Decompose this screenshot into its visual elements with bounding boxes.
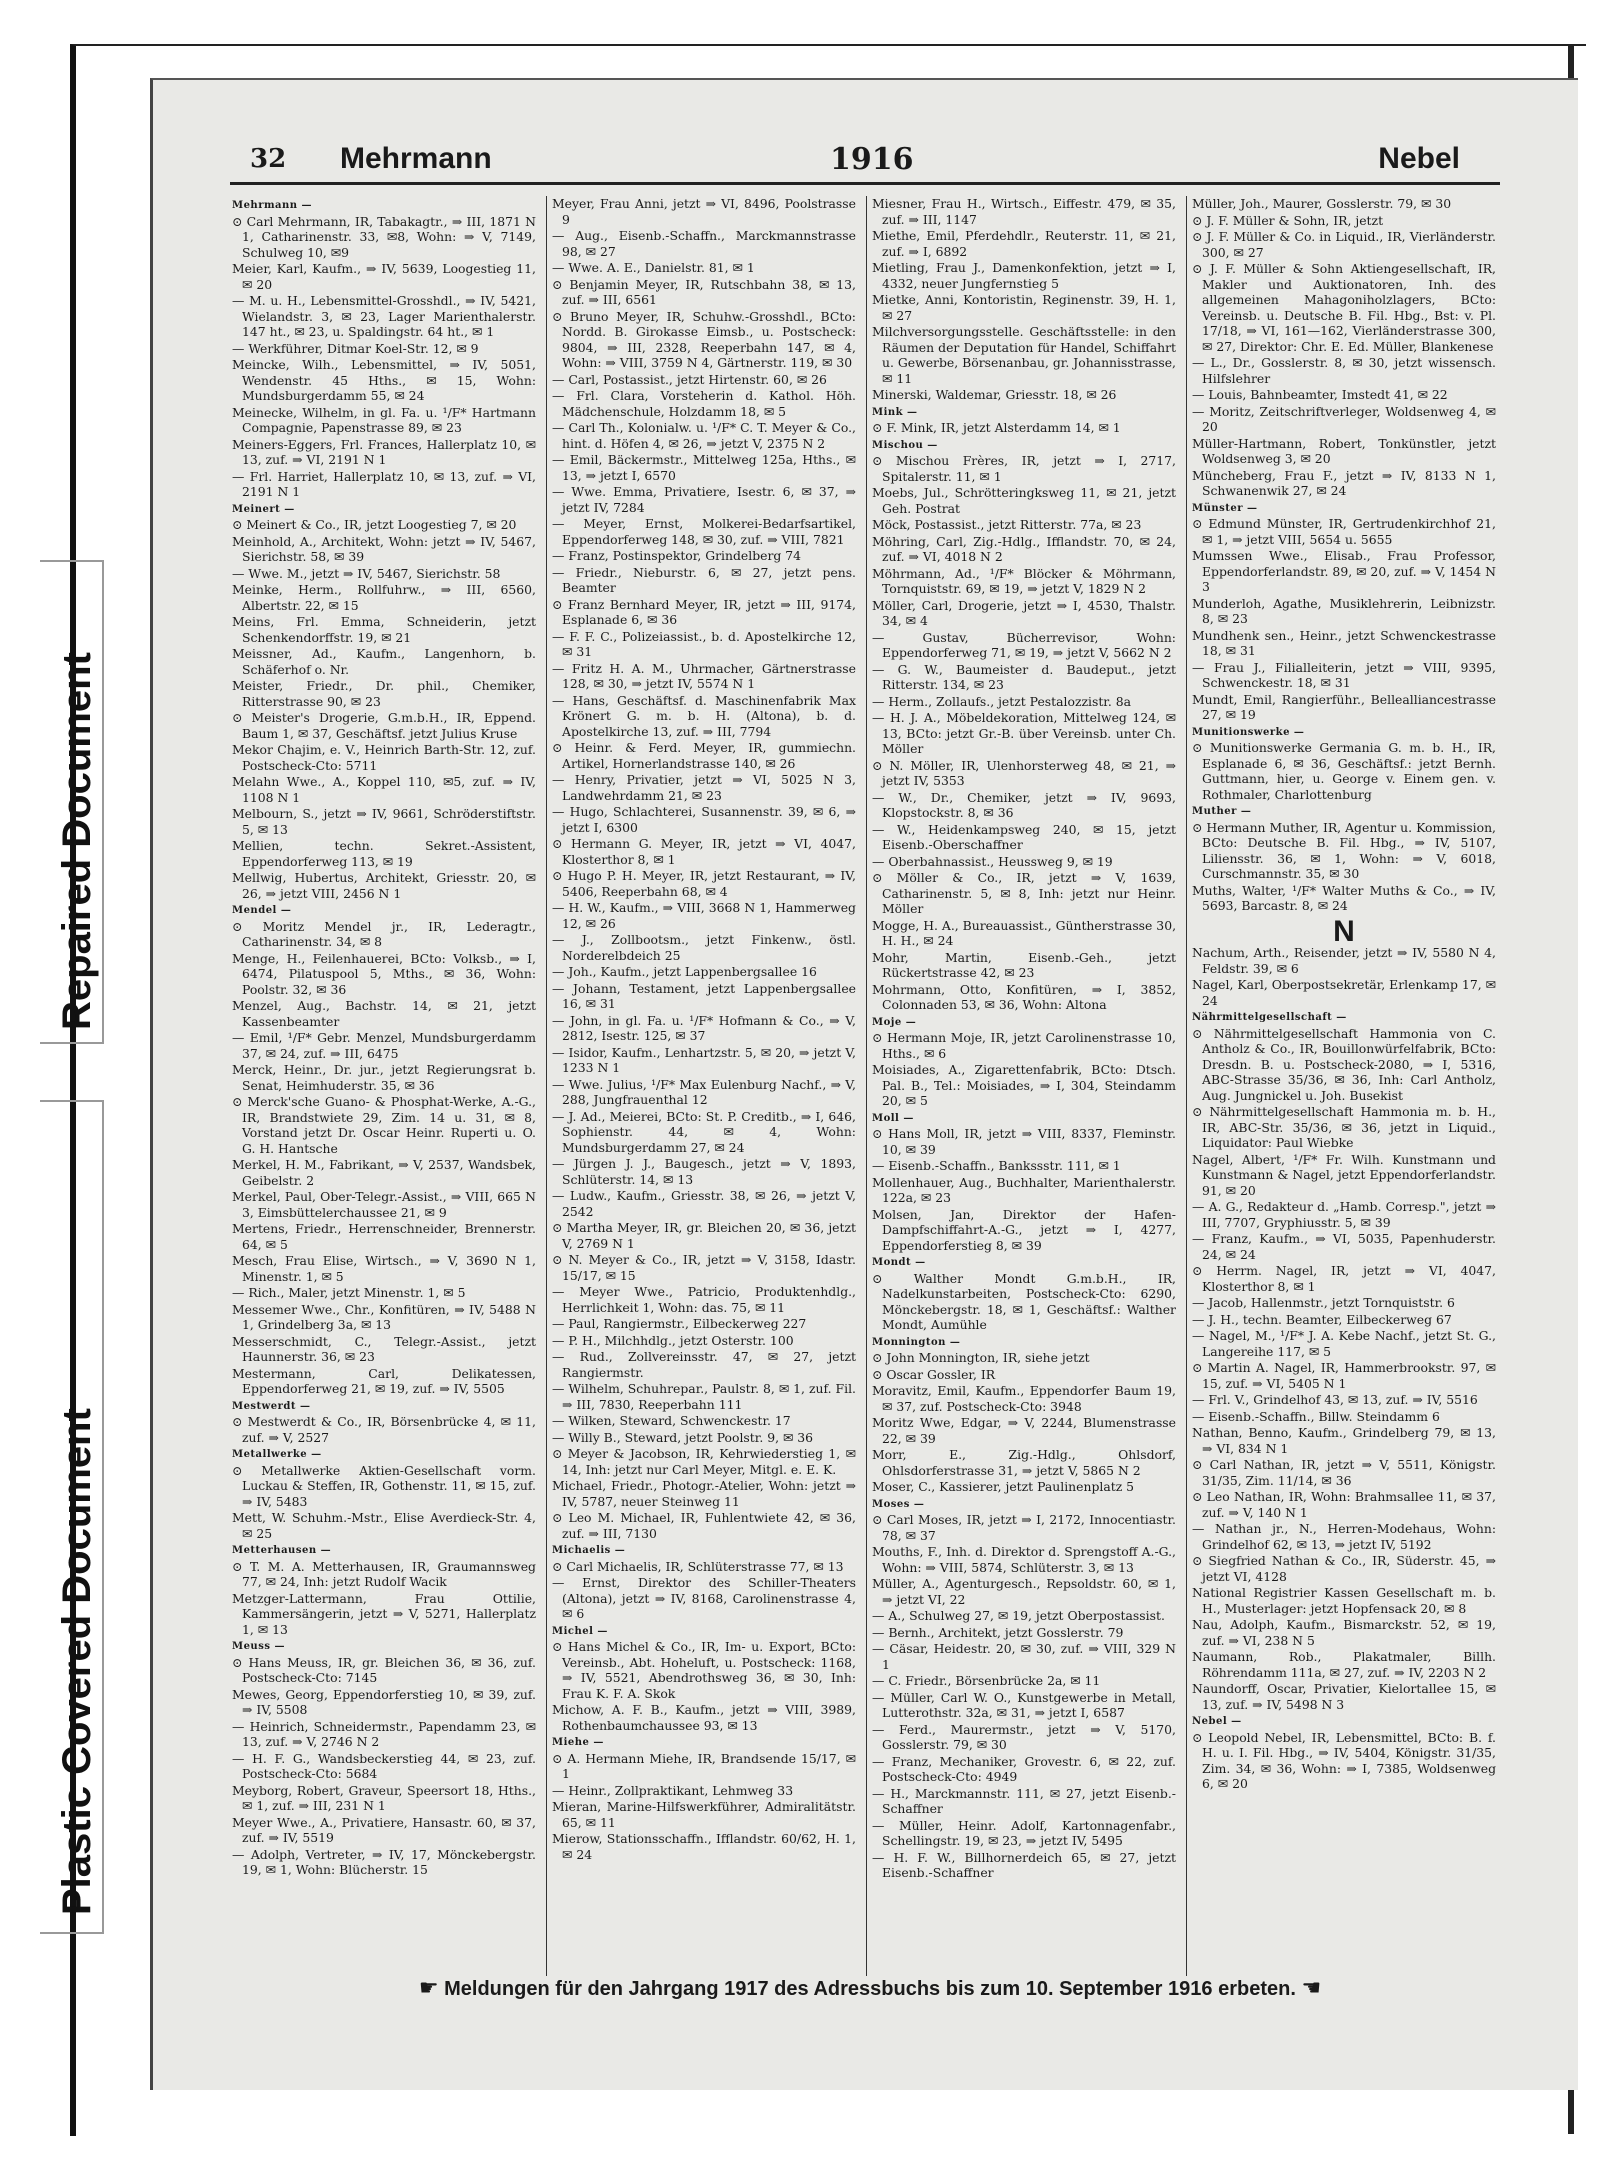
directory-entry: — Heinr., Zollpraktikant, Lehmweg 33	[552, 1782, 794, 1798]
directory-entry: Metzger-Lattermann, Frau Ottilie, Kammersängerin, jetzt ⇒ V, 5271, Hallerplatz 1, ✉ 13	[232, 1590, 536, 1637]
plastic-covered-label: Plastic Covered Document	[55, 1408, 99, 1915]
directory-entry: Messerschmidt, C., Telegr.-Assist., jetzt Haunnerstr. 36, ✉ 23	[232, 1333, 536, 1364]
directory-entry: — Rud., Zollvereinsstr. 47, ✉ 27, jetzt Rangiermstr.	[552, 1349, 856, 1380]
directory-entry: — Frl. Clara, Vorsteherin d. Kathol. Höh. Mädchenschule, Holzdamm 18, ✉ 5	[552, 388, 856, 419]
directory-entry: Merkel, H. M., Fabrikant, ⇒ V, 2537, Wandsbek, Geibelstr. 2	[232, 1157, 536, 1188]
surname-group-heading: Metterhausen —	[232, 1545, 332, 1556]
column-3	[872, 196, 1176, 1966]
surname-group-heading: Nebel —	[1192, 1716, 1242, 1727]
directory-entry: Mewes, Georg, Eppendorferstieg 10, ✉ 39, zuf. ⇒ IV, 5508	[232, 1686, 536, 1717]
directory-entry: — Willy B., Steward, jetzt Poolstr. 9, ✉ 36	[552, 1429, 814, 1445]
surname-group-heading: Moll —	[872, 1112, 914, 1124]
surname-group-heading: Mischou —	[872, 439, 938, 451]
directory-entry: Mekor Chajim, e. V., Heinrich Barth-Str. 12, zuf. Postscheck-Cto: 5711	[232, 742, 536, 773]
column-rule	[866, 196, 867, 1976]
directory-entry: Mohr, Martin, Eisenb.-Geh., jetzt Rückertstrasse 42, ✉ 23	[872, 949, 1176, 980]
directory-entry: — Wwe. A. E., Danielstr. 81, ✉ 1	[552, 260, 755, 275]
directory-entry: — Louis, Bahnbeamter, Imstedt 41, ✉ 22	[1192, 387, 1448, 402]
firm-entry: ⊙ F. Mink, IR, jetzt Alsterdamm 14, ✉ 1	[872, 420, 1121, 435]
directory-entry: — Isidor, Kaufm., Lenhartzstr. 5, ✉ 20, ⇒ jetzt V, 1233 N 1	[552, 1044, 856, 1075]
firm-entry: ⊙ Carl Mehrmann, IR, Tabakagtr., ⇒ III, 1871 N 1, Catharinenstr. 33, ✉8, Wohn: ⇒ V, 7149, Schulweg 10, ✉9	[232, 213, 536, 260]
letter-section-heading: N	[1333, 914, 1355, 948]
directory-entry: Milchversorgungsstelle. Geschäftsstelle: in den Räumen der Deputation für Handel, Schiffahrt u. Gewerbe, Börsenanbau, gr. Johannisstrasse, ✉ 11	[872, 324, 1176, 386]
surname-group-heading: Monnington —	[872, 1336, 961, 1348]
directory-entry: — Müller, Carl W. O., Kunstgewerbe in Metall, Lutterothstr. 32a, ✉ 31, ⇒ jetzt I, 6587	[872, 1689, 1176, 1720]
directory-entry: — A., Schulweg 27, ✉ 19, jetzt Oberpostassist.	[872, 1608, 1165, 1623]
firm-entry: ⊙ Hermann G. Meyer, IR, jetzt ⇒ VI, 4047, Klosterthor 8, ✉ 1	[552, 836, 856, 867]
directory-entry: — H. W., Kaufm., ⇒ VIII, 3668 N 1, Hammerweg 12, ✉ 26	[552, 900, 856, 931]
firm-entry: ⊙ Oscar Gossler, IR	[872, 1366, 996, 1382]
directory-entry: — M. u. H., Lebensmittel-Grosshdl., ⇒ IV, 5421, Wielandstr. 3, ✉ 23, Lager Marienthalerstr. 147 ht., ✉ 23, u. Spaldingstr. 64 ht., ✉ 1	[232, 293, 536, 339]
directory-entry: — Meyer, Ernst, Molkerei-Bedarfsartikel, Eppendorferweg 148, ✉ 30, zuf. ⇒ VIII, 7821	[552, 516, 856, 547]
footer-notice	[240, 1975, 1500, 2001]
directory-entry: Meier, Karl, Kaufm., ⇒ IV, 5639, Loogestieg 11, ✉ 20	[232, 261, 536, 292]
surname-group-heading: Moses —	[872, 1498, 925, 1510]
directory-entry: Nachum, Arth., Reisender, jetzt ⇒ IV, 5580 N 4, Feldstr. 39, ✉ 6	[1192, 945, 1496, 976]
surname-group-heading: Miehe —	[552, 1737, 604, 1748]
directory-entry: — L., Dr., Gosslerstr. 8, ✉ 30, jetzt wissensch. Hilfslehrer	[1192, 355, 1496, 386]
directory-entry: — Wilhelm, Schuhrepar., Paulstr. 8, ✉ 1, zuf. Fil. ⇒ III, 7830, Reeperbahn 111	[552, 1381, 856, 1412]
directory-entry: — Ludw., Kaufm., Griesstr. 38, ✉ 26, ⇒ jetzt V, 2542	[552, 1188, 856, 1219]
directory-entry: Mohrmann, Otto, Konfitüren, ⇒ I, 3852, Colonnaden 53, ✉ 36, Wohn: Altona	[872, 981, 1176, 1012]
directory-entry: — Werkführer, Ditmar Koel-Str. 12, ✉ 9	[232, 340, 479, 356]
firm-entry: ⊙ Walther Mondt G.m.b.H., IR, Nadelkunstarbeiten, Postscheck-Cto: 6290, Mönckebergstr. 18, ✉ 1, Geschäftsf.: Walther Mondt, Aumühle	[872, 1270, 1176, 1332]
directory-entry: Nathan, Benno, Kaufm., Grindelberg 79, ✉ 13, ⇒ VI, 834 N 1	[1192, 1425, 1496, 1456]
directory-entry: — Wwe. Julius, ¹/F* Max Eulenburg Nachf., ⇒ V, 288, Jungfrauenthal 12	[552, 1076, 856, 1107]
surname-group-heading: Münster —	[1192, 502, 1258, 514]
directory-entry: — Herm., Zollaufs., jetzt Pestalozzistr. 8a	[872, 693, 1132, 709]
directory-entry: Molsen, Jan, Direktor der Hafen-Dampfschiffahrt-A.-G., jetzt ⇒ I, 4277, Eppendorferstieg 8, ✉ 39	[872, 1206, 1176, 1253]
directory-entry: — Frl. Harriet, Hallerplatz 10, ✉ 13, zuf. ⇒ VI, 2191 N 1	[232, 468, 536, 499]
directory-entry: Mundt, Emil, Rangierführ., Bellealliancestrasse 27, ✉ 19	[1192, 691, 1496, 722]
directory-entry: — H. F. W., Billhornerdeich 65, ✉ 27, jetzt Eisenb.-Schaffner	[872, 1849, 1176, 1880]
firm-entry: ⊙ Munitionswerke Germania G. m. b. H., IR, Esplanade 6, ✉ 36, Geschäftsf.: jetzt Bernh. Guttmann, hier, u. George v. Einem gen. v. Rothmaler, Charlottenburg	[1192, 740, 1496, 802]
firm-entry: ⊙ Edmund Münster, IR, Gertrudenkirchhof 21, ✉ 1, ⇒ jetzt VIII, 5654 u. 5655	[1192, 516, 1496, 547]
firm-entry: ⊙ Leo M. Michael, IR, Fuhlentwiete 42, ✉ 36, zuf. ⇒ III, 7130	[552, 1510, 856, 1541]
surname-group-heading: Meuss —	[232, 1641, 285, 1652]
directory-entry: — Nagel, M., ¹/F* J. A. Kebe Nachf., jetzt St. G., Langereihe 117, ✉ 5	[1192, 1328, 1496, 1359]
directory-entry: Mieran, Marine-Hilfswerkführer, Admiralitätstr. 65, ✉ 11	[552, 1799, 856, 1830]
directory-entry: Meyborg, Robert, Graveur, Speersort 18, Hths., ✉ 1, zuf. ⇒ III, 231 N 1	[232, 1782, 536, 1813]
directory-entry: — H. J. A., Möbeldekoration, Mittelweg 124, ✉ 13, BCto: jetzt Gr.-B. über Vereinsb. unter Ch. Möller	[872, 710, 1176, 756]
surname-group-heading: Michaelis —	[552, 1545, 626, 1556]
directory-entry: Meyer Wwe., A., Privatiere, Hansastr. 60, ✉ 37, zuf. ⇒ IV, 5519	[232, 1814, 536, 1845]
directory-entry: Naundorff, Oscar, Privatier, Kielortallee 15, ✉ 13, zuf. ⇒ IV, 5498 N 3	[1192, 1681, 1496, 1712]
firm-entry: ⊙ Hans Moll, IR, jetzt ⇒ VIII, 8337, Fleminstr. 10, ✉ 39	[872, 1126, 1176, 1157]
directory-entry: Moisiades, A., Zigarettenfabrik, BCto: Dtsch. Pal. B., Tel.: Moisiades, ⇒ I, 304, Steindamm 20, ✉ 5	[872, 1062, 1176, 1108]
firm-entry: ⊙ Herrm. Nagel, IR, jetzt ⇒ VI, 4047, Klosterthor 8, ✉ 1	[1192, 1263, 1496, 1294]
firm-entry: ⊙ Metallwerke Aktien-Gesellschaft vorm. Luckau & Steffen, IR, Gothenstr. 11, ✉ 15, zuf. ⇒ IV, 5483	[232, 1462, 536, 1509]
firm-entry: ⊙ Hermann Moje, IR, jetzt Carolinenstrasse 10, Hths., ✉ 6	[872, 1030, 1176, 1061]
directory-entry: Meyer, Frau Anni, jetzt ⇒ VI, 8496, Poolstrasse 9	[552, 196, 856, 227]
firm-entry: ⊙ J. F. Müller & Sohn, IR, jetzt	[1192, 212, 1384, 228]
firm-entry: ⊙ Carl Nathan, IR, jetzt ⇒ V, 5511, Königstr. 31/35, Zim. 11/14, ✉ 36	[1192, 1457, 1496, 1488]
directory-entry: — Johann, Testament, jetzt Lappenbergsallee 16, ✉ 31	[552, 980, 856, 1011]
directory-entry: — Frau J., Filialleiterin, jetzt ⇒ VIII, 9395, Schwenckestr. 18, ✉ 31	[1192, 659, 1496, 690]
directory-entry: — J. Ad., Meierei, BCto: St. P. Creditb., ⇒ I, 646, Sophienstr. 44, ✉ 4, Wohn: Mundsburgerdamm 27, ✉ 24	[552, 1108, 856, 1155]
firm-entry: ⊙ Heinr. & Ferd. Meyer, IR, gummiechn. Artikel, Hornerlandstrasse 140, ✉ 26	[552, 740, 856, 771]
directory-entry: Melahn Wwe., A., Koppel 110, ✉5, zuf. ⇒ IV, 1108 N 1	[232, 774, 536, 805]
firm-entry: ⊙ Franz Bernhard Meyer, IR, jetzt ⇒ III, 9174, Esplanade 6, ✉ 36	[552, 596, 856, 627]
directory-entry: — Jacob, Hallenmstr., jetzt Tornquiststr. 6	[1192, 1295, 1455, 1310]
directory-entry: Nagel, Albert, ¹/F* Fr. Wilh. Kunstmann und Kunstmann & Nagel, jetzt Eppendorferlandstr. 91, ✉ 20	[1192, 1151, 1496, 1198]
directory-entry: Möhring, Carl, Zig.-Hdlg., Ifflandstr. 70, ✉ 24, zuf. ⇒ VI, 4018 N 2	[872, 533, 1176, 564]
directory-entry: — F. F. C., Polizeiassist., b. d. Apostelkirche 12, ✉ 31	[552, 628, 856, 659]
page-header	[230, 140, 1500, 185]
firm-entry: ⊙ Leo Nathan, IR, Wohn: Brahmsallee 11, ✉ 37, zuf. ⇒ V, 140 N 1	[1192, 1489, 1496, 1520]
firm-entry: ⊙ Meister's Drogerie, G.m.b.H., IR, Eppend. Baum 1, ✉ 37, Geschäftsf. jetzt Julius Kruse	[232, 710, 536, 741]
directory-entry: Mestermann, Carl, Delikatessen, Eppendorferweg 21, ✉ 19, zuf. ⇒ IV, 5505	[232, 1365, 536, 1396]
firm-entry: ⊙ J. F. Müller & Co. in Liquid., IR, Vierländerstr. 300, ✉ 27	[1192, 229, 1496, 260]
firm-entry: ⊙ Hans Michel & Co., IR, Im- u. Export, BCto: Vereinsb., Abt. Hoheluft, u. Postscheck: 1168, ⇒ IV, 5521, Abendrothsweg 36, ✉ 30, Inh: Frau K. F. A. Skok	[552, 1639, 856, 1701]
firm-entry: ⊙ Meyer & Jacobson, IR, Kehrwiederstieg 1, ✉ 14, Inh: jetzt nur Carl Meyer, Mitgl. e. E. K.	[552, 1446, 856, 1477]
directory-entry: Mellien, techn. Sekret.-Assistent, Eppendorferweg 113, ✉ 19	[232, 838, 536, 869]
column-1	[232, 196, 536, 1966]
directory-entry: — Cäsar, Heidestr. 20, ✉ 30, zuf. ⇒ VIII, 329 N 1	[872, 1641, 1176, 1672]
directory-entry: — Nathan jr., N., Herren-Modehaus, Wohn: Grindelhof 62, ✉ 13, ⇒ jetzt IV, 5192	[1192, 1521, 1496, 1552]
directory-entry: Mett, W. Schuhm.-Mstr., Elise Averdieck-Str. 4, ✉ 25	[232, 1510, 536, 1541]
directory-entry: National Registrier Kassen Gesellschaft m. b. H., Musterlager: jetzt Hopfensack 20, ✉ 8	[1192, 1585, 1496, 1616]
surname-group-heading: Nährmittelgesellschaft —	[1192, 1012, 1347, 1023]
directory-entry: Mellwig, Hubertus, Architekt, Griesstr. 20, ✉ 26, ⇒ jetzt VIII, 2456 N 1	[232, 870, 536, 901]
column-2	[552, 196, 856, 1966]
firm-entry: ⊙ Benjamin Meyer, IR, Rutschbahn 38, ✉ 13, zuf. ⇒ III, 6561	[552, 276, 856, 307]
directory-entry: Minerski, Waldemar, Griesstr. 18, ✉ 26	[872, 387, 1117, 402]
directory-entry: Miethe, Emil, Pferdehdlr., Reuterstr. 11, ✉ 21, zuf. ⇒ I, 6892	[872, 228, 1176, 259]
directory-entry: — W., Heidenkampsweg 240, ✉ 15, jetzt Eisenb.-Oberschaffner	[872, 821, 1176, 852]
firm-entry: ⊙ Martin A. Nagel, IR, Hammerbrookstr. 97, ✉ 15, zuf. ⇒ VI, 5405 N 1	[1192, 1360, 1496, 1391]
footer-text: Meldungen für den Jahrgang 1917 des Adressbuchs bis zum 10. September 1916 erbeten.	[444, 1978, 1296, 2000]
column-4	[1192, 196, 1496, 1966]
directory-entry: Moser, C., Kassierer, jetzt Paulinenplatz 5	[872, 1479, 1135, 1494]
directory-entry: — Franz, Postinspektor, Grindelberg 74	[552, 548, 802, 563]
directory-entry: — Rich., Maler, jetzt Minenstr. 1, ✉ 5	[232, 1285, 466, 1300]
directory-entry: Mertens, Friedr., Herrenschneider, Brennerstr. 64, ✉ 5	[232, 1221, 536, 1252]
directory-entry: — Bernh., Architekt, jetzt Gosslerstr. 79	[872, 1624, 1124, 1640]
directory-entry: Mouths, F., Inh. d. Direktor d. Sprengstoff A.-G., Wohn: ⇒ VIII, 5874, Schlüterstr. 3, ✉ 13	[872, 1544, 1176, 1575]
directory-entry: Mierow, Stationsschaffn., Ifflandstr. 60/62, H. 1, ✉ 24	[552, 1831, 856, 1862]
directory-entry: — Hugo, Schlachterei, Susannenstr. 39, ✉ 6, ⇒ jetzt I, 6300	[552, 804, 856, 835]
directory-entry: — H. F. G., Wandsbeckerstieg 44, ✉ 23, zuf. Postscheck-Cto: 5684	[232, 1750, 536, 1781]
directory-entry: Menzel, Aug., Bachstr. 14, ✉ 21, jetzt Kassenbeamter	[232, 998, 536, 1029]
directory-entry: — Joh., Kaufm., jetzt Lappenbergsallee 16	[552, 964, 817, 979]
directory-entry: — W., Dr., Chemiker, jetzt ⇒ IV, 9693, Klopstockstr. 8, ✉ 36	[872, 789, 1176, 820]
directory-entry: — Franz, Kaufm., ⇒ VI, 5035, Papenhuderstr. 24, ✉ 24	[1192, 1231, 1496, 1262]
directory-entry: Moravitz, Emil, Kaufm., Eppendorfer Baum 19, ✉ 37, zuf. Postscheck-Cto: 3948	[872, 1383, 1176, 1414]
directory-entry: Müller, Joh., Maurer, Gosslerstr. 79, ✉ 30	[1192, 196, 1452, 211]
directory-entry: Messemer Wwe., Chr., Konfitüren, ⇒ IV, 5488 N 1, Grindelberg 3a, ✉ 13	[232, 1301, 536, 1332]
directory-entry: Möller, Carl, Drogerie, jetzt ⇒ I, 4530, Thalstr. 34, ✉ 4	[872, 597, 1176, 628]
pointing-hand-right-icon: ☚	[1301, 1975, 1322, 2000]
directory-entry: — Eisenb.-Schaffn., Bankssstr. 111, ✉ 1	[872, 1158, 1121, 1173]
directory-entry: Melbourn, S., jetzt ⇒ IV, 9661, Schröderstiftstr. 5, ✉ 13	[232, 806, 536, 837]
directory-entry: — Emil, Bäckermstr., Mittelweg 125a, Hths., ✉ 13, ⇒ jetzt I, 6570	[552, 452, 856, 483]
directory-entry: Möhrmann, Ad., ¹/F* Blöcker & Möhrmann, Tornquiststr. 69, ✉ 19, ⇒ jetzt V, 1829 N 2	[872, 565, 1176, 596]
directory-entry: Möck, Postassist., jetzt Ritterstr. 77a, ✉ 23	[872, 517, 1142, 532]
pointing-hand-left-icon: ☛	[418, 1975, 439, 2000]
firm-entry: ⊙ Hermann Muther, IR, Agentur u. Kommission, BCto: Deutsche B. Fil. Hbg., ⇒ IV, 5107, Liliensstr. 36, ✉ 1, Wohn: ⇒ V, 6018, Curschmannstr. 35, ✉ 30	[1192, 819, 1496, 881]
directory-entry: Müller, A., Agenturgesch., Repsoldstr. 60, ✉ 1, ⇒ jetzt VI, 22	[872, 1576, 1176, 1607]
firm-entry: ⊙ J. F. Müller & Sohn Aktiengesellschaft, IR, Makler und Auktionatoren, Inh. des allgemeinen Mahagoniholzlagers, BCto: Vereinsb. u. Deutsche B. Fil. Hbg., Bst: v. Pl. 17/18, ⇒ VI, 161—162, Vierländerstrasse 300, ✉ 27, Direktor: Chr. E. Ed. Müller, Blankenese	[1192, 261, 1496, 354]
firm-entry: ⊙ Siegfried Nathan & Co., IR, Süderstr. 45, ⇒ jetzt VI, 4128	[1192, 1553, 1496, 1584]
edition-year: 1916	[830, 142, 914, 177]
surname-group-heading: Muther —	[1192, 806, 1252, 817]
directory-entry: Munderloh, Agathe, Musiklehrerin, Leibnizstr. 8, ✉ 23	[1192, 595, 1496, 626]
directory-entry: Meincke, Wilh., Lebensmittel, ⇒ IV, 5051, Wendenstr. 45 Hths., ✉ 15, Wohn: Mundsburgerdamm 55, ✉ 24	[232, 357, 536, 403]
directory-entry: Moritz Wwe, Edgar, ⇒ V, 2244, Blumenstrasse 22, ✉ 39	[872, 1415, 1176, 1446]
firm-entry: ⊙ Carl Michaelis, IR, Schlüterstrasse 77, ✉ 13	[552, 1558, 844, 1574]
directory-entry: Mietke, Anni, Kontoristin, Reginenstr. 39, H. 1, ✉ 27	[872, 292, 1176, 323]
directory-entry: — Wilken, Steward, Schwenckestr. 17	[552, 1413, 791, 1428]
directory-entry: Mundhenk sen., Heinr., jetzt Schwenckestrasse 18, ✉ 31	[1192, 627, 1496, 658]
firm-entry: ⊙ T. M. A. Metterhausen, IR, Graumannsweg 77, ✉ 24, Inh: jetzt Rudolf Wacik	[232, 1558, 536, 1589]
directory-entry: Muths, Walter, ¹/F* Walter Muths & Co., ⇒ IV, 5693, Barcastr. 8, ✉ 24	[1192, 882, 1496, 913]
directory-entry: Müncheberg, Frau F., jetzt ⇒ IV, 8133 N 1, Schwanenwik 27, ✉ 24	[1192, 467, 1496, 498]
firm-entry: ⊙ Mestwerdt & Co., IR, Börsenbrücke 4, ✉ 11, zuf. ⇒ V, 2527	[232, 1414, 536, 1445]
directory-entry: — Gustav, Bücherrevisor, Wohn: Eppendorferweg 71, ✉ 19, ⇒ jetzt V, 5662 N 2	[872, 629, 1176, 660]
directory-entry: Meinke, Herm., Rollfuhrw., ⇒ III, 6560, Albertstr. 22, ✉ 15	[232, 582, 536, 613]
directory-entry: Mogge, H. A., Bureauassist., Güntherstrasse 30, H. H., ✉ 24	[872, 917, 1176, 948]
directory-entry: Moebs, Jul., Schrötteringksweg 11, ✉ 21, jetzt Geh. Postrat	[872, 485, 1176, 516]
directory-entry: — Eisenb.-Schaffn., Billw. Steindamm 6	[1192, 1408, 1440, 1424]
surname-group-heading: Munitionswerke —	[1192, 726, 1305, 738]
directory-entry: Morr, E., Zig.-Hdlg., Ohlsdorf, Ohlsdorferstrasse 31, ⇒ jetzt V, 5865 N 2	[872, 1447, 1176, 1478]
right-keyword: Nebel	[1378, 142, 1460, 175]
directory-entry: Miesner, Frau H., Wirtsch., Eiffestr. 479, ✉ 35, zuf. ⇒ III, 1147	[872, 196, 1176, 227]
directory-entry: Mietling, Frau J., Damenkonfektion, jetzt ⇒ I, 4332, neuer Jungfernstieg 5	[872, 260, 1176, 291]
page-number: 32	[250, 144, 287, 174]
directory-entry: Merck, Heinr., Dr. jur., jetzt Regierungsrat b. Senat, Heimhuderstr. 35, ✉ 36	[232, 1062, 536, 1093]
directory-entry: — Ernst, Direktor des Schiller-Theaters (Altona), jetzt ⇒ IV, 8168, Carolinenstrasse 4, ✉ 6	[552, 1575, 856, 1621]
directory-entry: — Wwe. Emma, Privatiere, Isestr. 6, ✉ 37, ⇒ jetzt IV, 7284	[552, 484, 856, 515]
directory-entry: — Ferd., Maurermstr., jetzt ⇒ V, 5170, Gosslerstr. 79, ✉ 30	[872, 1721, 1176, 1752]
surname-group-heading: Meinert —	[232, 503, 295, 515]
firm-entry: ⊙ Moritz Mendel jr., IR, Lederagtr., Catharinenstr. 34, ✉ 8	[232, 918, 536, 949]
directory-entry: — Hans, Geschäftsf. d. Maschinenfabrik Max Krönert G. m. b. H. (Altona), b. d. Apostelkirche 13, zuf. ⇒ III, 7794	[552, 692, 856, 739]
directory-entry: Meissner, Ad., Kaufm., Langenhorn, b. Schäferhof o. Nr.	[232, 646, 536, 677]
directory-entry: Müller-Hartmann, Robert, Tonkünstler, jetzt Woldsenweg 3, ✉ 20	[1192, 435, 1496, 466]
firm-entry: ⊙ Hans Meuss, IR, gr. Bleichen 36, ✉ 36, zuf. Postscheck-Cto: 7145	[232, 1654, 536, 1685]
directory-entry: Meins, Frl. Emma, Schneiderin, jetzt Schenkendorffstr. 19, ✉ 21	[232, 614, 536, 645]
surname-group-heading: Mondt —	[872, 1257, 926, 1268]
firm-entry: ⊙ Carl Moses, IR, jetzt ⇒ I, 2172, Innocentiastr. 78, ✉ 37	[872, 1512, 1176, 1543]
left-keyword: Mehrmann	[340, 142, 492, 175]
directory-entry: — Friedr., Nieburstr. 6, ✉ 27, jetzt pens. Beamter	[552, 564, 856, 595]
firm-entry: ⊙ Nährmittelgesellschaft Hammonia von C. Antholz & Co., IR, Bouillonwürfelfabrik, BCto: Dresdn. B. u. Postscheck-2080, ⇒ I, 5316, ABC-Strasse 35/36, ✉ 36, Inh: Carl Antholz, Aug. Jungnickel u. Joh. Busekist	[1192, 1025, 1496, 1103]
directory-entry: — J., Zollbootsm., jetzt Finkenw., östl. Norderelbdeich 25	[552, 932, 856, 963]
firm-entry: ⊙ Hugo P. H. Meyer, IR, jetzt Restaurant, ⇒ IV, 5406, Reeperbahn 68, ✉ 4	[552, 868, 856, 899]
firm-entry: ⊙ Merck'sche Guano- & Phosphat-Werke, A.-G., IR, Brandstwiete 29, Zim. 14 u. 31, ✉ 8, Vorstand jetzt Dr. Oscar Heinr. Ruperti u. O. G. H. Hantsche	[232, 1094, 536, 1156]
directory-entry: — Müller, Heinr. Adolf, Kartonnagenfabr., Schellingstr. 19, ✉ 23, ⇒ jetzt IV, 5495	[872, 1817, 1176, 1848]
directory-entry: Meinecke, Wilhelm, in gl. Fa. u. ¹/F* Hartmann Compagnie, Papenstrasse 89, ✉ 23	[232, 404, 536, 435]
directory-entry: — Carl Th., Kolonialw. u. ¹/F* C. T. Meyer & Co., hint. d. Höfen 4, ✉ 26, ⇒ jetzt V, 2375 N 2	[552, 420, 856, 451]
repaired-document-label: Repaired Document	[55, 652, 99, 1030]
directory-entry: Meister, Friedr., Dr. phil., Chemiker, Ritterstrasse 90, ✉ 23	[232, 678, 536, 709]
directory-entry: — P. H., Milchhdlg., jetzt Osterstr. 100	[552, 1332, 794, 1348]
firm-entry: ⊙ Meinert & Co., IR, jetzt Loogestieg 7, ✉ 20	[232, 517, 517, 532]
directory-entry: — Meyer Wwe., Patricio, Produktenhdlg., Herrlichkeit 1, Wohn: das. 75, ✉ 11	[552, 1284, 856, 1315]
firm-entry: ⊙ John Monnington, IR, siehe jetzt	[872, 1350, 1090, 1365]
directory-entry: Mumssen Wwe., Elisab., Frau Professor, Eppendorferlandstr. 89, ✉ 20, zuf. ⇒ V, 1454 N 3	[1192, 548, 1496, 594]
firm-entry: ⊙ Bruno Meyer, IR, Schuhw.-Grosshdl., BCto: Nordd. B. Girokasse Eimsb., u. Postscheck: 9804, ⇒ III, 2328, Reeperbahn 147, ✉ 4, Wohn: ⇒ VIII, 3759 N 4, Gärtnerstr. 119, ✉ 30	[552, 308, 856, 370]
directory-entry: — Fritz H. A. M., Uhrmacher, Gärtnerstrasse 128, ✉ 30, ⇒ jetzt IV, 5574 N 1	[552, 660, 856, 691]
surname-group-heading: Moje —	[872, 1016, 917, 1028]
directory-entry: — Aug., Eisenb.-Schaffn., Marckmannstrasse 98, ✉ 27	[552, 228, 856, 259]
firm-entry: ⊙ Mischou Frères, IR, jetzt ⇒ I, 2717, Spitalerstr. 11, ✉ 1	[872, 453, 1176, 484]
directory-entry: — Heinrich, Schneidermstr., Papendamm 23, ✉ 13, zuf. ⇒ V, 2746 N 2	[232, 1718, 536, 1749]
directory-entry: Mesch, Frau Elise, Wirtsch., ⇒ V, 3690 N 1, Minenstr. 1, ✉ 5	[232, 1253, 536, 1284]
directory-entry: — Paul, Rangiermstr., Eilbeckerweg 227	[552, 1316, 807, 1331]
directory-entry: — John, in gl. Fa. u. ¹/F* Hofmann & Co., ⇒ V, 2812, Isestr. 125, ✉ 37	[552, 1012, 856, 1043]
firm-entry: ⊙ A. Hermann Miehe, IR, Brandsende 15/17, ✉ 1	[552, 1750, 856, 1781]
directory-entry: — A. G., Redakteur d. „Hamb. Corresp.", jetzt ⇒ III, 7707, Gryphiusstr. 5, ✉ 39	[1192, 1199, 1496, 1230]
directory-entry: — Jürgen J. J., Baugesch., jetzt ⇒ V, 1893, Schlüterstr. 14, ✉ 13	[552, 1156, 856, 1187]
firm-entry: ⊙ Martha Meyer, IR, gr. Bleichen 20, ✉ 36, jetzt V, 2769 N 1	[552, 1220, 856, 1251]
directory-entry: — Frl. V., Grindelhof 43, ✉ 13, zuf. ⇒ IV, 5516	[1192, 1392, 1478, 1407]
directory-entry: — C. Friedr., Börsenbrücke 2a, ✉ 11	[872, 1673, 1101, 1688]
directory-entry: — Wwe. M., jetzt ⇒ IV, 5467, Sierichstr. 58	[232, 565, 501, 581]
directory-entry: Nagel, Karl, Oberpostsekretär, Erlenkamp 17, ✉ 24	[1192, 977, 1496, 1008]
directory-entry: — Adolph, Vertreter, ⇒ IV, 17, Mönckebergstr. 19, ✉ 1, Wohn: Blücherstr. 15	[232, 1846, 536, 1877]
column-rule	[1186, 196, 1187, 1976]
directory-entry: Nau, Adolph, Kaufm., Bismarckstr. 52, ✉ 19, zuf. ⇒ VI, 238 N 5	[1192, 1617, 1496, 1648]
directory-entry: — Oberbahnassist., Heussweg 9, ✉ 19	[872, 853, 1113, 869]
directory-entry: — Carl, Postassist., jetzt Hirtenstr. 60, ✉ 26	[552, 371, 827, 387]
directory-entry: — J. H., techn. Beamter, Eilbeckerweg 67	[1192, 1311, 1452, 1327]
directory-entry: — Moritz, Zeitschriftverleger, Woldsenweg 4, ✉ 20	[1192, 403, 1496, 434]
column-rule	[546, 196, 547, 1976]
directory-entry: Menge, H., Feilenhauerei, BCto: Volksb., ⇒ I, 6474, Pilatuspool 5, Mths., ✉ 36, Wohn: Poolstr. 32, ✉ 36	[232, 950, 536, 997]
directory-entry: Meinhold, A., Architekt, Wohn: jetzt ⇒ IV, 5467, Sierichstr. 58, ✉ 39	[232, 533, 536, 564]
firm-entry: ⊙ N. Möller, IR, Ulenhorsterweg 48, ✉ 21, ⇒ jetzt IV, 5353	[872, 757, 1176, 788]
directory-entry: — G. W., Baumeister d. Baudeput., jetzt Ritterstr. 134, ✉ 23	[872, 661, 1176, 692]
directory-entry: Meiners-Eggers, Frl. Frances, Hallerplatz 10, ✉ 13, zuf. ⇒ VI, 2191 N 1	[232, 436, 536, 467]
directory-entry: Michael, Friedr., Photogr.-Atelier, Wohn: jetzt ⇒ IV, 5787, neuer Steinweg 11	[552, 1478, 856, 1509]
surname-group-heading: Mestwerdt —	[232, 1400, 311, 1412]
surname-group-heading: Michel —	[552, 1625, 608, 1637]
surname-group-heading: Metallwerke —	[232, 1449, 322, 1460]
firm-entry: ⊙ Nährmittelgesellschaft Hammonia m. b. H., IR, ABC-Str. 35/36, ✉ 36, jetzt in Liquid., Liquidator: Paul Wiebke	[1192, 1104, 1496, 1150]
directory-entry: — Franz, Mechaniker, Grovestr. 6, ✉ 22, zuf. Postscheck-Cto: 4949	[872, 1753, 1176, 1784]
directory-entry: Naumann, Rob., Plakatmaler, Billh. Röhrendamm 111a, ✉ 27, zuf. ⇒ IV, 2203 N 2	[1192, 1649, 1496, 1680]
surname-group-heading: Mehrmann —	[232, 200, 313, 211]
firm-entry: ⊙ Möller & Co., IR, jetzt ⇒ V, 1639, Catharinenstr. 5, ✉ 8, Inh: jetzt nur Heinr. Möller	[872, 870, 1176, 916]
directory-entry: Merkel, Paul, Ober-Telegr.-Assist., ⇒ VIII, 665 N 3, Eimsbüttelerchaussee 21, ✉ 9	[232, 1189, 536, 1220]
directory-entry: — Henry, Privatier, jetzt ⇒ VI, 5025 N 3, Landwehrdamm 21, ✉ 23	[552, 772, 856, 803]
surname-group-heading: Mink —	[872, 406, 918, 418]
directory-entry: — Emil, ¹/F* Gebr. Menzel, Mundsburgerdamm 37, ✉ 24, zuf. ⇒ III, 6475	[232, 1030, 536, 1061]
directory-entry: Michow, A. F. B., Kaufm., jetzt ⇒ VIII, 3989, Rothenbaumchaussee 93, ✉ 13	[552, 1702, 856, 1733]
directory-entry: — H., Marckmannstr. 111, ✉ 27, jetzt Eisenb.-Schaffner	[872, 1785, 1176, 1816]
firm-entry: ⊙ Leopold Nebel, IR, Lebensmittel, BCto: B. f. H. u. I. Fil. Hbg., ⇒ IV, 5404, Königstr. 31/35, Zim. 34, ✉ 36, Wohn: ⇒ I, 7385, Woldsenweg 6, ✉ 20	[1192, 1729, 1496, 1791]
surname-group-heading: Mendel —	[232, 905, 292, 916]
directory-entry: Mollenhauer, Aug., Buchhalter, Marienthalerstr. 122a, ✉ 23	[872, 1174, 1176, 1205]
firm-entry: ⊙ N. Meyer & Co., IR, jetzt ⇒ V, 3158, Idastr. 15/17, ✉ 15	[552, 1252, 856, 1283]
